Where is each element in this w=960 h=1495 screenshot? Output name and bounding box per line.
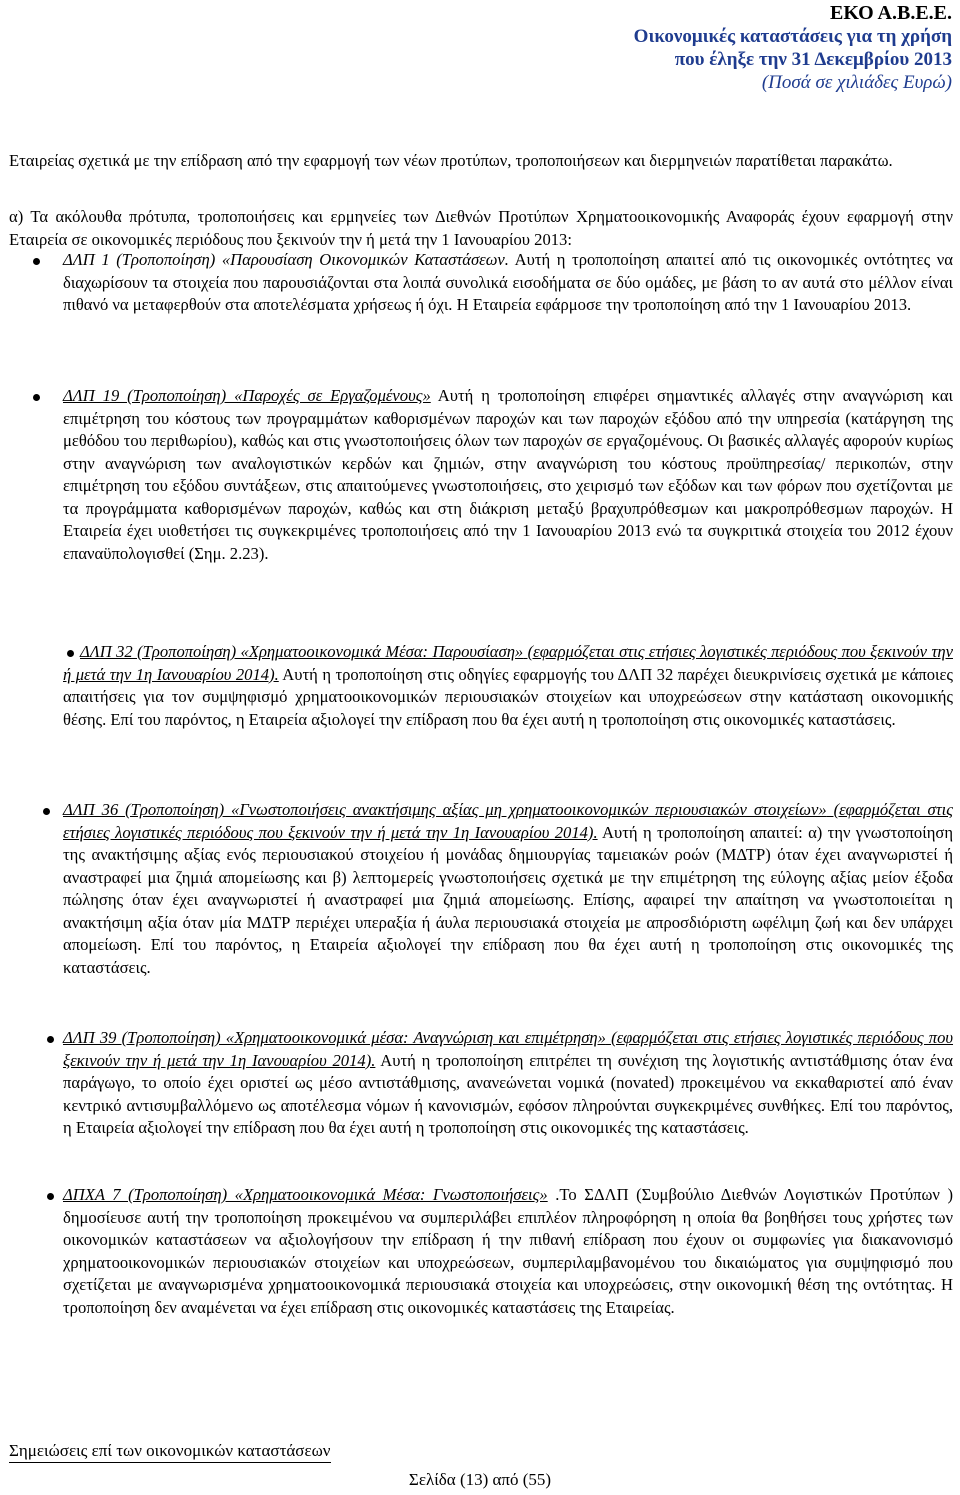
item-title: ΔΛΠ 39 (Τροποποίηση) «Χρηματοοικονομικά μέσα: Αναγνώριση και επιμέτρηση» — [63, 1028, 606, 1047]
item-body: Αυτή η τροποποίηση απαιτεί από τις οικονομικές οντότητες να διαχωρίσουν τα στοιχεία που παρουσιάζονται στα λοιπά συνολικά εισοδήματα σε δύο ομάδες, με βάση το αν αυτά στο μέλλον είναι πιθανό να μεταφερθούν στα αποτελέσματα χρήσεως ή όχι. Η Εταιρεία εφάρμοσε την τροποποίηση από την 1 Ιανουαρίου 2013. — [63, 250, 953, 314]
item-title: ΔΛΠ 1 (Τροποποίηση) «Παρουσίαση Οικονομικών Καταστάσεων. — [63, 250, 509, 269]
section-a-paragraph: α) Τα ακόλουθα πρότυπα, τροποποιήσεις και ερμηνείες των Διεθνών Προτύπων Χρηματοοικονομικής Αναφοράς έχουν εφαρμογή στην Εταιρεία σε οικονομικές περιόδους που ξεκινούν την ή μετά την 1 Ιανουαρίου 2013: — [9, 207, 953, 249]
bullet-icon — [47, 1193, 54, 1200]
bullet-icon — [47, 1036, 54, 1043]
bullet-icon — [33, 394, 40, 401]
item-body: Αυτή η τροποποίηση επιφέρει σημαντικές αλλαγές στην αναγνώριση και επιμέτρηση του κόστους των προγραμμάτων καθορισμένων παροχών και των παροχών εξόδου από την υπηρεσία (κατάργηση της μεθόδου του περιθωρίου), καθώς και στις γνωστοποιήσεις όλων των παροχών σε εργαζομένους. Οι βασικές αλλαγές αφορούν κυρίως στην αναγνώριση των αναλογιστικών κερδών και ζημιών, στην αναγνώριση του κόστους προϋπηρεσίας/ περικοπών, στην επιμέτρηση του εξόδου συντάξεων, στις απαιτούμενες γνωστοποιήσεις, στο χειρισμό των εξόδων και των φόρων που σχετίζονται με τα προγράμματα καθορισμένων παροχών, καθώς και στη διάκριση μεταξύ βραχυπρόθεσμων και μακροπρόθεσμων παροχών. Η Εταιρεία έχει υιοθετήσει τις συγκεκριμένες τροποποιήσεις από την 1 Ιανουαρίου 2013 ενώ τα συγκριτικά στοιχεία του 2012 έχουν επαναϋπολογισθεί (Σημ. 2.23). — [63, 386, 954, 563]
intro-paragraph: Εταιρείας σχετικά με την επίδραση από την εφαρμογή των νέων προτύπων, τροποποιήσεων και διερμηνειών παρατίθεται παρακάτω. — [9, 151, 893, 170]
item-effective-date: (εφαρμόζεται στις ετήσιες λογιστικές περιόδους που ξεκινούν την ή μετά την 1η Ιανουαρίου 2014). — [63, 1028, 954, 1070]
statements-title: Οικονομικές καταστάσεις για τη χρήση — [633, 26, 952, 47]
item-body: .Το ΣΔΛΠ (Συμβούλιο Διεθνών Λογιστικών Προτύπων ) δημοσίευσε αυτή την τροποποίηση προκειμένου να συμπεριλάβει επιπλέον πληροφόρηση η οποία θα βοηθήσει τους χρήστες των οικονομικών καταστάσεων να αξιολογήσουν την επίδραση ή την πιθανή επίδραση που έχουν οι συμφωνίες για διακανονισμό χρηματοοικονομικών περιουσιακών στοιχείων και υποχρεώσεων, συμπεριλαμβανομένου του δικαιώματος για συμψηφισμό που σχετίζεται με αναγνωρισμένα χρηματοοικονομικά περιουσιακά στοιχεία και υποχρεώσεις, στην οικονομική θέση της οντότητας. Η τροποποίηση δεν αναμένεται να έχει επίδραση στις οικονομικές καταστάσεις της Εταιρείας. — [63, 1185, 953, 1317]
bullet-icon — [33, 258, 40, 265]
item-effective-date: (εφαρμόζεται στις ετήσιες λογιστικές περιόδους που ξεκινούν την ή μετά την 1η Ιανουαρίου 2014). — [63, 642, 953, 684]
item-title: ΔΛΠ 32 (Τροποποίηση) «Χρηματοοικονομικά Μέσα: Παρουσίαση» — [80, 642, 524, 661]
list-item-ias36 — [63, 799, 953, 979]
page-number: Σελίδα (13) από (55) — [408, 1470, 552, 1489]
list-item-ias32 — [63, 641, 953, 731]
list-item-ias19 — [63, 385, 953, 565]
item-body: Αυτή η τροποποίηση στις οδηγίες εφαρμογής του ΔΛΠ 32 παρέχει διευκρινίσεις σχετικά με κάποιες απαιτήσεις για τον συμψηφισμό χρηματοοικονομικών περιουσιακών στοιχείων και υποχρεώσεων στην κατάσταση οικονομικής θέσης. Επί του παρόντος, η Εταιρεία αξιολογεί την επίδραση που θα έχει αυτή η τροποποίηση στις οικονομικές καταστάσεις. — [63, 664, 953, 729]
item-title: ΔΠΧΑ 7 (Τροποποίηση) «Χρηματοοικονομικά Μέσα: Γνωστοποιήσεις» — [63, 1185, 548, 1204]
list-item-ias39 — [63, 1027, 953, 1140]
company-name: ΕΚΟ Α.Β.Ε.Ε. — [830, 2, 952, 24]
item-title: ΔΛΠ 19 (Τροποποίηση) «Παροχές σε Εργαζομένους» — [63, 386, 431, 405]
item-effective-date: (εφαρμόζεται στις ετήσιες λογιστικές περιόδους που ξεκινούν την ή μετά την 1η Ιανουαρίου 2014). — [63, 800, 954, 842]
period-end: που έληξε την 31 Δεκεμβρίου 2013 — [674, 49, 952, 70]
list-item-ias1 — [63, 249, 953, 317]
list-item-ifrs7 — [63, 1184, 953, 1319]
item-title: ΔΛΠ 36 (Τροποποίηση) «Γνωστοποιήσεις ανακτήσιμης αξίας μη χρηματοοικονομικών περιουσιακών στοιχείων» — [63, 800, 827, 819]
item-body: Αυτή η τροποποίηση επιτρέπει τη συνέχιση της λογιστικής αντιστάθμισης όταν ένα παράγωγο, το οποίο έχει οριστεί ως μέσο αντιστάθμισης, ανανεώνεται νομικά (novated) προκειμένου να εκκαθαριστεί από έναν κεντρικό αντισυμβαλλόμενο ως αποτέλεσμα νόμων ή κανονισμών, εφόσον πληρούνται συγκεκριμένες συνθήκες. Επί του παρόντος, η Εταιρεία αξιολογεί την επίδραση που θα έχει αυτή η τροποποίηση στις οικονομικές της καταστάσεις. — [63, 1050, 953, 1137]
amount-units: (Ποσά σε χιλιάδες Ευρώ) — [761, 72, 952, 93]
item-body: Αυτή η τροποποίηση απαιτεί: α) την γνωστοποίηση της ανακτήσιμης αξίας ενός περιουσιακού στοιχείου ή μονάδας δημιουργίας ταμειακών ροών (ΜΔΤΡ) όταν έχει αναγνωριστεί ή αναστραφεί μια ζημιά απομείωσης και β) λεπτομερείς γνωστοποιήσεις σχετικά με την επιμέτρηση της εύλογης αξίας μείον έξοδα πώλησης όταν έχει αναγνωριστεί ή αναστραφεί μια ζημιά απομείωσης. Επίσης, αφαιρεί την απαίτηση να γνωστοποιείται η ανακτήσιμη αξία όταν μία ΜΔΤΡ περιέχει υπεραξία ή άυλα περιουσιακά στοιχεία με απροσδιόριστη ωφέλιμη ζωή και δεν υπάρχει απομείωση. Επί του παρόντος, η Εταιρεία αξιολογεί την επίδραση που θα έχει αυτή η τροποποίηση στις οικονομικές της καταστάσεις. — [63, 822, 953, 977]
document-header — [252, 2, 952, 94]
footer-note: Σημειώσεις επί των οικονομικών καταστάσεων — [9, 1441, 331, 1463]
bullet-icon — [43, 808, 50, 815]
